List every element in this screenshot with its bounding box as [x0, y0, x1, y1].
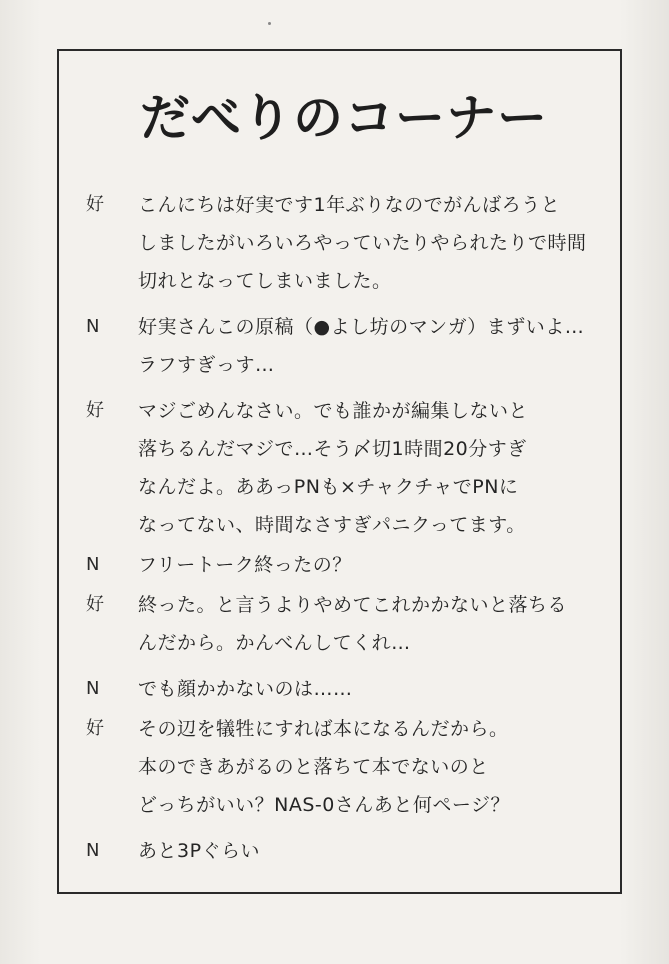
- page-title: だべりのコーナー: [140, 89, 548, 147]
- dialogue-line: なんだよ。ああっPNも×チャクチャでPNに: [138, 476, 519, 498]
- dialogue-line: んだから。かんべんしてくれ…: [138, 632, 411, 654]
- dialogue-text: [138, 710, 610, 824]
- speaker-label: N: [86, 316, 100, 337]
- dialogue-entry: [80, 586, 610, 662]
- dialogue-list: [80, 186, 610, 870]
- dialogue-line: なってない、時間なさすぎパニクってます。: [138, 514, 526, 536]
- dialogue-entry: [80, 546, 610, 584]
- dialogue-text: [138, 308, 610, 384]
- dialogue-line: 好実さんこの原稿（●よし坊のマンガ）まずいよ…: [138, 316, 585, 338]
- speaker-label: N: [86, 840, 100, 861]
- dialogue-line: しましたがいろいろやっていたりやられたりで時間: [138, 232, 587, 254]
- dialogue-entry: [80, 832, 610, 870]
- dialogue-line: どっちがいい？NAS-0さんあと何ページ？: [138, 794, 510, 816]
- dialogue-text: [138, 186, 610, 300]
- dialogue-line: フリートーク終ったの？: [138, 554, 352, 576]
- dialogue-line: 切れとなってしまいました。: [138, 270, 392, 292]
- dialogue-entry: [80, 670, 610, 708]
- dialogue-line: 落ちるんだマジで…そう〆切1時間20分すぎ: [138, 438, 527, 460]
- dialogue-line: 本のできあがるのと落ちて本でないのと: [138, 756, 489, 778]
- paper-speck: [268, 22, 271, 25]
- dialogue-text: [138, 832, 610, 870]
- dialogue-entry: [80, 710, 610, 824]
- dialogue-text: [138, 392, 610, 544]
- speaker-label: 好: [86, 594, 104, 615]
- dialogue-entry: [80, 392, 610, 544]
- dialogue-text: [138, 546, 610, 584]
- speaker-label: N: [86, 678, 100, 699]
- dialogue-text: [138, 670, 610, 708]
- dialogue-line: あと3Pぐらい: [138, 840, 261, 862]
- dialogue-line: ラフすぎっす…: [138, 354, 275, 376]
- speaker-label: 好: [86, 194, 104, 215]
- dialogue-line: その辺を犠牲にすれば本になるんだから。: [138, 718, 509, 740]
- dialogue-line: マジごめんなさい。でも誰かが編集しないと: [138, 400, 529, 422]
- dialogue-text: [138, 586, 610, 662]
- speaker-label: N: [86, 554, 100, 575]
- speaker-label: 好: [86, 400, 104, 421]
- dialogue-entry: [80, 186, 610, 300]
- dialogue-line: 終った。と言うよりやめてこれかかないと落ちる: [138, 594, 568, 616]
- dialogue-line: でも顔かかないのは……: [138, 678, 353, 700]
- dialogue-line: こんにちは好実です1年ぶりなのでがんばろうと: [138, 194, 561, 216]
- dialogue-entry: [80, 308, 610, 384]
- speaker-label: 好: [86, 718, 104, 739]
